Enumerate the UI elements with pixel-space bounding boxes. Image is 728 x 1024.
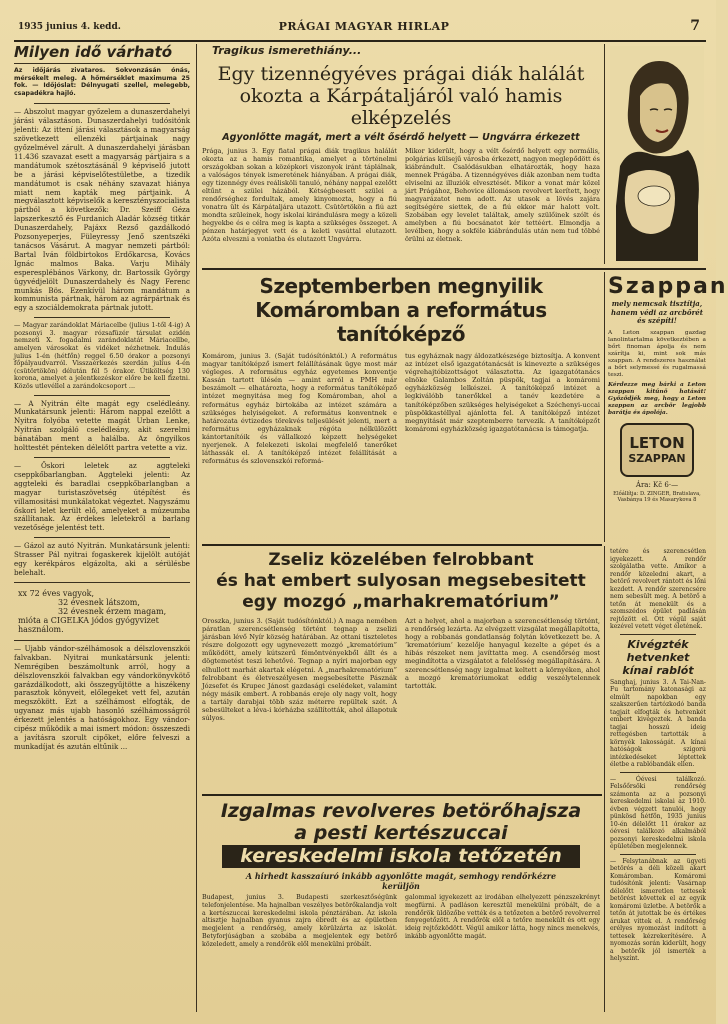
nyitra-item: — A Nyitrán élte magát egy cselédleány. Munkatársunk jelenti: Három nappal ezelőtt a Nyitra folyóba vetette magát Urban Lenke, Nyitrán szolgáló cselédleány, akit szerelmi bánatában ment a halálba. Az öngyilkos holttestét pénteken délelőtt partra vetette a viz. (14, 398, 190, 453)
page-number: 7 (690, 18, 700, 34)
column-rule (196, 44, 197, 1012)
article4-headline-line3: kereskedelmi iskola tetőzetén (240, 845, 562, 867)
article4-headline-line2: a pesti kertészuccai (294, 822, 508, 844)
weather-title: Milyen idő várható (14, 44, 190, 64)
article-komarom (202, 274, 600, 536)
soap-ad-subtitle: mely nemcsak tisztítja, hanem védi az arcbőrét és szépíti! (611, 299, 703, 325)
article2-col1: Komárom, junius 3. (Saját tudósítónktól.) A református magyar tanítóképző ismert felállításának ügye most már végleges. A református egyház egyetemes konventje Kassán tartott ülésén — amint arról a PMH már beszámolt — elhatározta, hogy a református tanítóképző intézet megnyitása meg fog Komáromban, ahol a református egyház birtokába az intézet számára a szükséges helyiségeket. A református konventnek e határozata évtizedes törekvés teljesülését jelenti, mert a református egyházaknak régóta nélkülözött kántortanítóik és vállalkozó képzett helységeket nyerjenek. A felekezeti iskolai megfelelő tanerőket láthassák el. A tanítóképző intézet felállítását a református és szlovenszkói reformá- (202, 352, 397, 466)
column-rule (604, 546, 605, 1012)
column-rule (604, 44, 605, 264)
cigelka-ad (14, 587, 190, 636)
article-zseliz (202, 550, 600, 790)
article3-col2: Azt a helyet, ahol a majorban a szerencsétlenség történt, a rendőrség lezárta. Az elvégzett vizsgálat megállapította, hogy a robbanás gondatlanság folytán következett be. A ‘krematórium’ kezelője hanyagul kezelte a gépet és a hibás részeket nem javíttatta meg. A csendőrség most megindította a vizsgálatot a felelősség megállapítására. A szerencsétlenség nagy izgalmat keltett a környéken, ahol a mozgó krematóriumokat eddig veszélytelennek tartották. (405, 617, 600, 690)
article1-subhead: Agyonlőtte magát, mert a vélt ősérdő helyett — Ungvárra érkezett (222, 132, 580, 143)
swindler-item: — Ujabb vándor-szélhámosok a délszlovenszkói falvakban. Nyitrai munkatársunk jelenti: Nemrégiben beszámoltunk arról, hogy a délszlovenszkói falvakban egy vándorkönyvkötő garázdálkodott, aki összegyűjtötte a hiszékeny parasztok könyveit, előlegeket vett fel, azután megszökött. Ezt a szélhámost elfogták, de ugyanaz más ujabb hasonló szélhámosságról érkezett jelentés a hatóságokhoz. Egy vándor-cipész működik a mai ismert módon: összeszedi a javításra szorult cipőket, előre felveszi a munkadíjat és azután eltűnik ... (14, 643, 190, 751)
article1-kicker: Tragikus ismerethiány... (212, 44, 362, 57)
woman-portrait-icon (610, 46, 704, 261)
soap-ad-body: A Leton szappan gazdag lanolintartalma következtében a bőrt finoman ápolja és nem szárítja ki, mint sok más szappan. A rendszeres használat a bőrt selymessé és rugalmassá teszi. (608, 329, 706, 378)
article4-col2: galommal igyekezett az irodában elhelyezett pénzszekrényt megfúrni. A padláson keresztül menekülni próbált, de a rendőrök üldözőbe vették és a tetőzeten a betörő revolverrel fenyegetőzött. A rendőrök elől a tetőre menekült és ott egy ideig rejtőzködött. Végül amikor látta, hogy nincs menekvés, inkább agyonlőtte magát. (405, 894, 600, 940)
soap-maker: Előállítja: D. ZINGER, Bratislava, Vasbánya 19 és Masarykova 8 (613, 490, 701, 503)
soap-brand-line1: LETON (629, 434, 685, 452)
article4-col1: Budapest, junius 3. Budapesti szerkesztőségünk telefonjelentése. Ma hajnalban veszélyes betörőkalandja volt a kertészuccai kereskedelmi iskola pénztárában. Az iskola altisztje hajnalban gyanus zajra ébredt és az épületben megjelent a rendőrség, amely körülzárta az iskolát. Betyforjúságban a szobába a megjelentek egy betörő közeledett, amely a rendőrök elől menekülni próbált. (202, 894, 397, 948)
article4-headline-line1: Izgalmas revolveres betörőhajsza (220, 800, 582, 822)
section-rule (202, 794, 602, 796)
article4-headline-band (222, 845, 580, 868)
reunion-item: — Óévesi találkozó. Felsőőrsöki rendőrség számonta az a pozsonyi kereskedelmi iskolai az 1910. évben végzett tanulói, hogy pünkösd hétfőn, 1935 junius 10-én délelőtt 11 órakor az óévesi találkozó alkalmából pozsonyi kereskedelmi iskola épületében megjelennek. (610, 775, 706, 850)
left-column (14, 44, 190, 1012)
right-col-body1: tetére és szerencsétlen igyekezett. A rendőr szolgálatba vette. Amikor a rendőr közeledni akart, a betörő revolvert rántott és lőni kezdett. A rendőr szerencsére nem sebesült meg. A betörő a tetőn át menekült és a szomszédos épület padlásán rejtőzött el. Ott végül saját kezével vetett véget életének. (610, 548, 706, 630)
soap-bar (620, 423, 694, 477)
car-item: — Gázol az autó Nyitrán. Munkatársunk jelenti: Strasser Pál nyitrai fogaskerek kijelölt autóját egy kerékpáros elgázolta, aki a sérülésbe belehalt. (14, 541, 190, 577)
soap-ad (608, 274, 728, 542)
right-column (610, 548, 706, 1012)
article3-col1: Oroszka, junius 3. (Saját tudósítónktól.) A maga nemében páratlan szerencsétlenség történt tegnap a zselizi járásban lévő Nyír község határában. Az ottani tiszteletes részre dolgozott egy ugynevezett mozgó „krematórium” működött, amely kútszerű fémöntvényekből állt és a dögtemetést teszi lehetővé. Tegnap a nyíri majorban egy elhullott marhát akartak elégetni. A „marhakrematórium” felrobbant és életveszélyesen megsebesítette Pásznák Józsefet és Krupec Jánost gazdasági cselédeket, valamint négy másik embert. A robbanás ereje oly nagy volt, hogy a tartály darabjai több száz méterre repültek szét. A sebesülteket a léva-i kórházba szállították, ahol állapotuk súlyos. (202, 617, 397, 723)
article3-headline-line1: Zseliz közelében felrobbant (268, 550, 534, 570)
article2-headline: Szeptemberben megnyilik Komáromban a református tanítóképző (255, 274, 547, 346)
masthead: PRÁGAI MAGYAR HIRLAP (278, 20, 450, 33)
article-student (202, 44, 600, 244)
komarom-burglary-item: — Felsytanábnak az ügyeti betörés a déli közeli akart Komáromban. Komáromi tudósítónk jelenti: Vasárnap délelőtt ismeretlen tettesek betörést követtek el az egyik komáromi üzletbe. A betörők a tetőn át jutottak be és értékes árukat vittek el. A rendőrség erélyes nyomozást indított a tettesek kézrekerítésére. A nyomozás során kiderült, hogy a betörők jól ismerték a helyszínt. (610, 857, 706, 962)
soap-price: Ára: Kč 6·— (635, 480, 679, 489)
article2-col2: tus egyháznak nagy áldozatkészsége biztosítja. A konvent az intézet első igazgatótanácsát is kinevezte a szükséges végrehajtóbizottságot választotta. Az igazgatótanács elnöke Galambos Zoltán püspök, tagjai a komáromi egyházközség lelkészei. A tanítóképző intézet a legkiválóbb tanerőkkel a tanév kezdetére a tanítóképzőben szükséges helyiségeket a Széchenyi-uccai püspökkastéllyal ajánlotta fel. A tanítóképző intézet megnyitását már szeptemberre tervezik. A tanítóképzőt komáromi egyházközség igazgatótanácsa is támogatja. (405, 352, 600, 433)
article-burglar (202, 800, 600, 1012)
cigelka-line-0: xx 72 éves vagyok, (18, 588, 95, 598)
soap-brand-line2: SZAPPAN (628, 452, 686, 465)
cigelka-line-1: 32 évesnek látszom, (58, 597, 140, 607)
pilgrimage-item: — Magyar zarándoklat Máriacelbe (julius 1-től 4-ig) A pozsonyi 3. magyar rózsafüzér társulat ezidén nemzeti X. fogadalmi zarándoklatát Máriacellbe, amelyen városokat és vidéket nézhetnek. Indulás julius 1-én (hétfőn) reggel 6.50 órakor a pozsonyi főpályaudvarról. Visszaérkezés szerdán julius 4-én (csütörtökön) délután fél 5 órakor. Útiköltség 130 korona, amelyet a jelentkezéskor előre be kell fizetni. Közös utlevéllel a zarándokcsoport ... (14, 321, 190, 390)
article1-col1: Prága, junius 3. Egy fiatal prágai diák tragikus halálát okozta az a hamis romantika, amelyet a történelmi országokban sokan a középkori viszonyok iránt táplálnak, a valóságos tények ismeretének hiányában. A prágai diák, egy tizennégy éves reálisköli tanuló, néhány nappal ezelőtt eltűnt a szülei házából. Kétségbeesett szülei a rendőrséghez fordultak, amely kinyomozta, hogy a fiú vonatra ült és Kárpátaljára utazott. Csütörtökön a fiú azt mondta szüleinek, hogy iskolai kirándulásra megy a közeli hegyekbe és e célra meg is kapta a szükséges összeget. A pénzen határjegyet vett és a keleti vasúttal elutazott. Azóta elveszni a voniatba és elutazott Ungvárra. (202, 147, 397, 243)
soap-ad-tagline: Kérdezze meg bárki a Leton szappan kitűnő hatását! Győződjék meg, hogy a Leton szappan az arcbőr legjobb barátja és ápolója. (608, 381, 706, 416)
soap-ad-title: Szappan (608, 274, 728, 299)
section-rule (202, 268, 706, 270)
page-header (14, 18, 706, 42)
article3-headline-line2: és hat embert sulyosan megsebesitett (216, 571, 586, 591)
kidnap-title: Kivégzték hetvenket kínai rablót (622, 637, 694, 677)
article1-headline: Egy tizennégyéves prágai diák halálát okozta a Kárpátaljáról való hamis elképzelés (217, 63, 585, 129)
article4-subhead: A hirhedt kasszaíuró inkább agyonlőtte magát, semhogy rendőrkézre kerüljön (245, 871, 557, 891)
article1-col2: Mikor kiderült, hogy a vélt ősérdő helyett egy normális, polgárias külsejű városba érkezett, nagyon meglepődött és kiábrándult. Csalódásukban elhatározták, hogy haza mennek Prágába. A tizennégyéves diák azonban nem tudta elviselni az illuziók elvesztését. Mikor a vonat már közel járt Prágához, Behovice állomáson revolvert kerített, hogy magyarázatot nem adott. Az utasok a lövés zajára segítségére siettek, de a fiú ekkor már halott volt. Szobában egy levelet találtak, amely szülőinek szólt és amelyben a fiú bocsánatot kér tettéért. Elmondja a levélben, hogy a sokféle kiábrándulás után nem tud többé örülni az életnek. (405, 147, 600, 243)
cave-item: — Őskori leletek az aggteleki cseppkőbarlangban. Aggteleki jelenti: Az aggteleki és baradlai cseppkőbarlangban a magyar turistaszövetség útépítést és villamositási munkálatokat végeztet. Nagyszámu őskori lelet került elő, amelyeket a múzeumba szállítanak. Az érdekes leletekről a barlang vezetősége jelentést tett. (14, 461, 190, 533)
weather-lead: Az időjárás zivataros. Sokvonzásán ónás, mérsékelt meleg. A hőmérséklet maximuma 25 fok. — Időjóslat: Délnyugati szellel, melegebb, csapadékra hajló. (14, 67, 190, 97)
weather-body: — Abszolut magyar győzelem a dunaszerdahelyi járási választáson. Dunaszerdahelyi tudósitónk jelenti: Az ittení járási választások a magyarság szövetkezett ellenzéki pártjainak nagy győzelmével zárult. A dunaszerdahelyi járásban 11.436 szavazat esett a magyarság pártjaira s a mandátumok szétosztásánál 9 képviselő jutott be a járási képviselőtestületbe, a tizedik mandátumot is csak néhány szavazat hiánya miatt nem kapták meg pártjaink. A megválasztott képviselők a keresztényszocialista pártból a következők: Dr. Szeiff Géza lapszerkesztő és Furdanich Aladár község titkár Dunaszerdahely, Pajáxx Rezső gazdálkodó Pozsonyeperjes, Füleyressy Jenő szentszéki tanácsos Vásárut. A magyar nemzeti pártból: Bartal Iván földbirtokos Erdőkarcsa, Kovács Ignác malmos Baka. Varju Mihály esperesplébános Várkony, dr. Bartossik György ügyvédjelölt Dunaszerdahely és Nagy Ferenc munkás Bös. Ezenkívül három mandátum a kommunista pártnak, három az agrárpártnak és egy a szociáldemokrata pártnak jutott. (14, 107, 190, 313)
column-rule (604, 272, 605, 542)
soap-ad-illustration (610, 46, 704, 261)
cigelka-line-3: mióta a CIGELKA jódos gyógyvizet használom. (18, 615, 159, 634)
issue-date: 1935 junius 4. kedd. (18, 22, 121, 32)
section-rule (202, 544, 602, 546)
article3-headline-line3: egy mozgó „marhakrematórium” (242, 592, 560, 612)
cigelka-line-2: 32 évesnek érzem magam, (58, 606, 167, 616)
kidnap-body: Sanghaj, junius 3. A Tai-Nan-Fu tartomány katonasági az elmúlt napokban egy szakszerűen tartózkodó banda tagjait elfogták és hetvenkét embert kivégeztek. A banda tagjai hosszú ideig rettegésben tartották a környék lakosságát. A kínai hatóságok szigorú intézkedéseket léptettek életbe a rablóbandák ellen. (610, 678, 706, 768)
